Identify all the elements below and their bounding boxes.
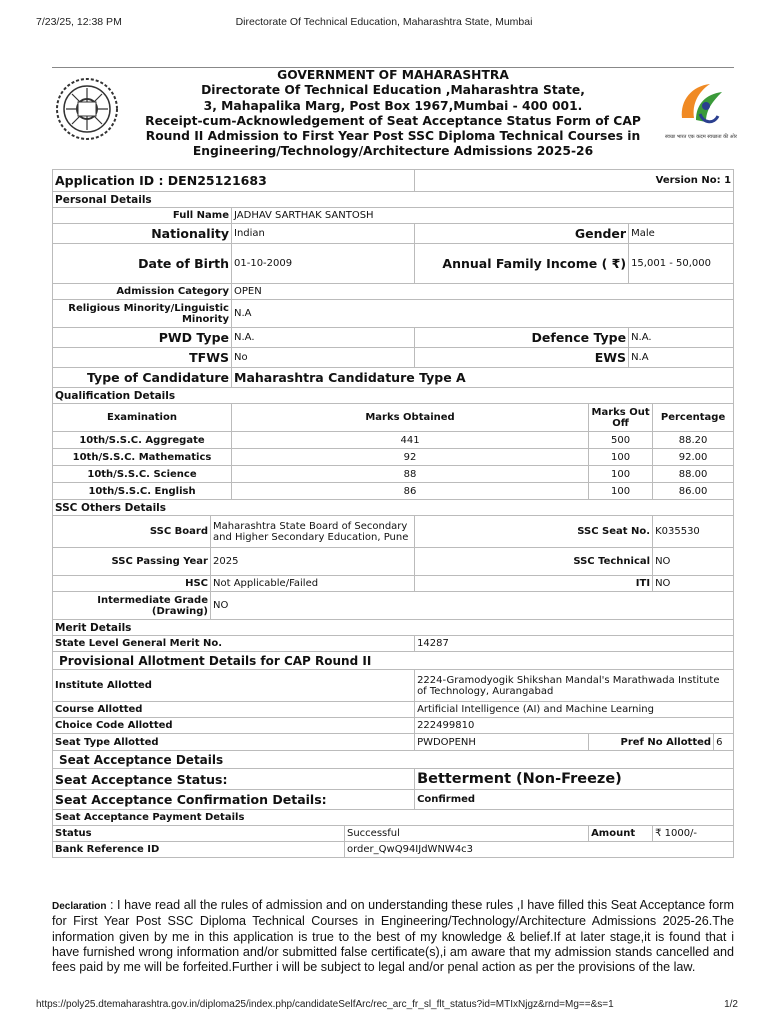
seat-type-value: PWDOPENH bbox=[415, 734, 589, 751]
percentage: 88.20 bbox=[653, 432, 734, 449]
pwd-label: PWD Type bbox=[53, 328, 232, 348]
seat-type-label: Seat Type Allotted bbox=[53, 734, 415, 751]
header-line: Receipt-cum-Acknowledgement of Seat Acceptance Status Form of CAP bbox=[145, 113, 641, 128]
payment-status-value: Successful bbox=[345, 826, 589, 842]
header-line: Round II Admission to First Year Post SSC Diploma Technical Courses in bbox=[145, 129, 641, 144]
header-line: Engineering/Technology/Architecture Admissions 2025-26 bbox=[192, 144, 594, 159]
tfws-label: TFWS bbox=[53, 348, 232, 368]
iti-label: ITI bbox=[415, 576, 653, 592]
payment-title: Seat Acceptance Payment Details bbox=[53, 810, 734, 826]
header-line: GOVERNMENT OF MAHARASHTRA bbox=[277, 68, 509, 82]
tfws-value: No bbox=[232, 348, 415, 368]
bank-ref-label: Bank Reference ID bbox=[53, 842, 345, 858]
acceptance-confirm-label: Seat Acceptance Confirmation Details: bbox=[53, 790, 415, 810]
defence-value: N.A. bbox=[629, 328, 734, 348]
pref-no-value: 6 bbox=[714, 734, 734, 751]
marks-out-off: 100 bbox=[589, 449, 653, 466]
allotment-title: Provisional Allotment Details for CAP Round II bbox=[53, 652, 734, 670]
gender-value: Male bbox=[629, 224, 734, 244]
exam-name: 10th/S.S.C. Science bbox=[53, 466, 232, 483]
income-label: Annual Family Income ( ₹) bbox=[415, 244, 629, 284]
col-examination: Examination bbox=[53, 404, 232, 432]
intermediate-grade-label: Intermediate Grade (Drawing) bbox=[53, 592, 211, 620]
dob-label: Date of Birth bbox=[53, 244, 232, 284]
hsc-value: Not Applicable/Failed bbox=[211, 576, 415, 592]
col-percentage: Percentage bbox=[653, 404, 734, 432]
ssc-passing-label: SSC Passing Year bbox=[53, 548, 211, 576]
marks-obtained: 86 bbox=[232, 483, 589, 500]
dte-emblem-icon bbox=[54, 76, 120, 142]
ews-label: EWS bbox=[415, 348, 629, 368]
exam-name: 10th/S.S.C. Aggregate bbox=[53, 432, 232, 449]
percentage: 86.00 bbox=[653, 483, 734, 500]
browser-print-footer bbox=[36, 999, 738, 1010]
merit-title: Merit Details bbox=[53, 620, 734, 636]
percentage: 92.00 bbox=[653, 449, 734, 466]
institute-label: Institute Allotted bbox=[53, 670, 415, 702]
percentage: 88.00 bbox=[653, 466, 734, 483]
acceptance-status-value: Betterment (Non-Freeze) bbox=[415, 769, 734, 790]
candidature-value: Maharashtra Candidature Type A bbox=[232, 368, 734, 388]
intermediate-grade-value: NO bbox=[211, 592, 734, 620]
application-id: Application ID : DEN25121683 bbox=[53, 170, 415, 192]
acceptance-title: Seat Acceptance Details bbox=[53, 751, 734, 769]
hsc-label: HSC bbox=[53, 576, 211, 592]
exam-name: 10th/S.S.C. Mathematics bbox=[53, 449, 232, 466]
marks-out-off: 500 bbox=[589, 432, 653, 449]
amount-value: ₹ 1000/- bbox=[653, 826, 734, 842]
choice-code-value: 222499810 bbox=[415, 718, 734, 734]
ssc-technical-label: SSC Technical bbox=[415, 548, 653, 576]
course-value: Artificial Intelligence (AI) and Machine Learning bbox=[415, 702, 734, 718]
application-row bbox=[53, 170, 734, 192]
table-row bbox=[53, 466, 734, 483]
merit-label: State Level General Merit No. bbox=[53, 636, 415, 652]
acceptance-status-label: Seat Acceptance Status: bbox=[53, 769, 415, 790]
print-page-title: Directorate Of Technical Education, Maharashtra State, Mumbai bbox=[235, 16, 533, 28]
pref-no-label: Pref No Allotted bbox=[589, 734, 714, 751]
marks-obtained: 88 bbox=[232, 466, 589, 483]
declaration-label: Declaration bbox=[52, 901, 107, 912]
header-line: Directorate Of Technical Education ,Maharashtra State, bbox=[201, 83, 585, 98]
acceptance-confirm-value: Confirmed bbox=[415, 790, 734, 810]
exam-name: 10th/S.S.C. English bbox=[53, 483, 232, 500]
print-url: https://poly25.dtemaharashtra.gov.in/diploma25/index.php/candidateSelfArc/rec_arc_fr_sl_flt_status?id=MTIxNjgz&rnd=Mg==&s=1 bbox=[36, 999, 614, 1010]
ssc-others-title: SSC Others Details bbox=[53, 500, 734, 516]
swachh-bharat-logo-icon bbox=[665, 74, 737, 144]
header-text-block bbox=[132, 68, 654, 160]
dob-value: 01-10-2009 bbox=[232, 244, 415, 284]
income-value: 15,001 - 50,000 bbox=[629, 244, 734, 284]
table-row bbox=[53, 483, 734, 500]
full-name-label: Full Name bbox=[53, 208, 232, 224]
minority-value: N.A bbox=[232, 300, 734, 328]
bank-ref-value: order_QwQ94IJdWNW4c3 bbox=[345, 842, 734, 858]
iti-value: NO bbox=[653, 576, 734, 592]
admission-category-label: Admission Category bbox=[53, 284, 232, 300]
col-marks-obtained: Marks Obtained bbox=[232, 404, 589, 432]
right-logo-text: स्वच्छ भारत एक कदम स्वच्छता की ओर bbox=[665, 134, 737, 140]
marks-obtained: 92 bbox=[232, 449, 589, 466]
receipt-table bbox=[52, 169, 734, 858]
nationality-label: Nationality bbox=[53, 224, 232, 244]
print-timestamp: 7/23/25, 12:38 PM bbox=[36, 16, 122, 28]
document-header bbox=[52, 67, 737, 170]
defence-label: Defence Type bbox=[415, 328, 629, 348]
declaration bbox=[52, 898, 734, 975]
marks-obtained: 441 bbox=[232, 432, 589, 449]
candidature-label: Type of Candidature bbox=[53, 368, 232, 388]
table-row bbox=[53, 449, 734, 466]
nationality-value: Indian bbox=[232, 224, 415, 244]
ssc-board-label: SSC Board bbox=[53, 516, 211, 548]
minority-label: Religious Minority/Linguistic Minority bbox=[53, 300, 232, 328]
table-row bbox=[53, 432, 734, 449]
merit-value: 14287 bbox=[415, 636, 734, 652]
gender-label: Gender bbox=[415, 224, 629, 244]
payment-status-label: Status bbox=[53, 826, 345, 842]
admission-category-value: OPEN bbox=[232, 284, 734, 300]
qualification-header-row bbox=[53, 404, 734, 432]
ssc-passing-value: 2025 bbox=[211, 548, 415, 576]
version-no: Version No: 1 bbox=[415, 170, 734, 192]
ssc-board-value: Maharashtra State Board of Secondary and Higher Secondary Education, Pune bbox=[211, 516, 415, 548]
course-label: Course Allotted bbox=[53, 702, 415, 718]
qualification-title: Qualification Details bbox=[53, 388, 734, 404]
print-page-number: 1/2 bbox=[724, 999, 738, 1010]
marks-out-off: 100 bbox=[589, 483, 653, 500]
institute-value: 2224-Gramodyogik Shikshan Mandal's Marathwada Institute of Technology, Aurangabad bbox=[415, 670, 734, 702]
declaration-text: : I have read all the rules of admission and on understanding these rules ,I have filled this Seat Acceptance form for First Year Post SSC Diploma Technical Courses in Engineering/Technology/Architecture Admissions 2025-26.The information given by me in this application is true to the best of my knowledge & belief.If at later stage,it is found that i have furnished wrong information and/or submitted false certificate(s),i am aware that my admission stands cancelled and fees paid by me will be forfeited.Further i will be subject to legal and/or penal action as per the provisions of the law. bbox=[52, 898, 734, 975]
choice-code-label: Choice Code Allotted bbox=[53, 718, 415, 734]
ssc-seat-label: SSC Seat No. bbox=[415, 516, 653, 548]
pwd-value: N.A. bbox=[232, 328, 415, 348]
ssc-seat-value: K035530 bbox=[653, 516, 734, 548]
full-name-value: JADHAV SARTHAK SANTOSH bbox=[232, 208, 734, 224]
personal-details-title: Personal Details bbox=[53, 192, 734, 208]
header-line: 3, Mahapalika Marg, Post Box 1967,Mumbai - 400 001. bbox=[203, 98, 583, 113]
marks-out-off: 100 bbox=[589, 466, 653, 483]
ssc-technical-value: NO bbox=[653, 548, 734, 576]
amount-label: Amount bbox=[589, 826, 653, 842]
col-marks-out-off: Marks Out Off bbox=[589, 404, 653, 432]
ews-value: N.A bbox=[629, 348, 734, 368]
